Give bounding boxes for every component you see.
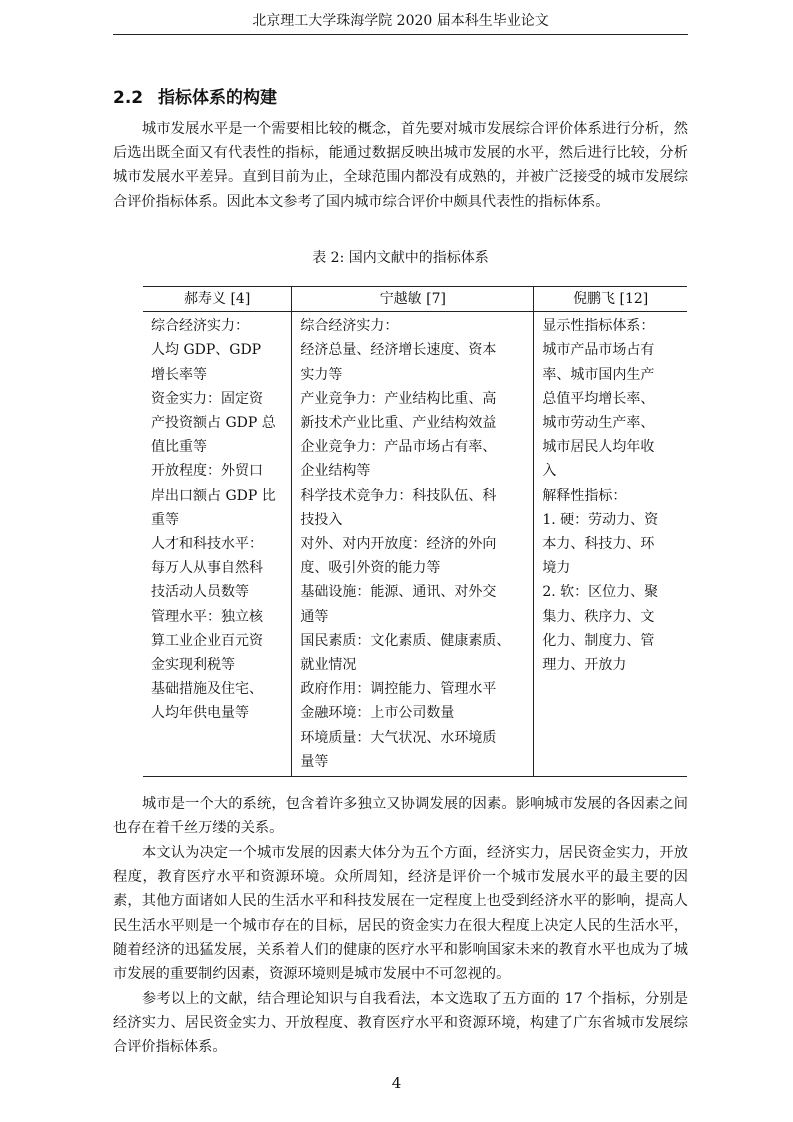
table-caption: 表 2: 国内文献中的指标体系: [312, 250, 489, 266]
table-cell-line: 产业竞争力：产业结构比重、高: [300, 390, 497, 407]
table-cell-line: 算工业企业百元资: [151, 632, 263, 649]
table-cell-line: 综合经济实力：: [151, 318, 249, 335]
table-cell-hao: [143, 312, 292, 777]
table-cell-line: 值比重等: [151, 439, 207, 456]
paragraph-indicators: 参考以上的文献，结合理论知识与自我看法，本文选取了五方面的 17 个指标，分别是经济实力、居民资金实力、开放程度、教育医疗水平和资源环境，构建了广东省城市发展综合评价指标体系。: [113, 991, 688, 1056]
section-number: 2.2: [113, 88, 144, 108]
table-cell-line: 人均 GDP、GDP: [151, 342, 262, 359]
table-cell-line: 1. 硬：劳动力、资: [542, 511, 659, 528]
table-cell-line: 人才和科技水平：: [151, 536, 263, 553]
table-cell-line: 新技术产业比重、产业结构效益: [300, 415, 497, 432]
table-cell-line: 资金实力：固定资: [151, 390, 263, 407]
table-cell-line: 集力、秩序力、文: [542, 608, 655, 625]
paragraph-intro: 城市发展水平是一个需要相比较的概念，首先要对城市发展综合评价体系进行分析，然后选出既全面又有代表性的指标，能通过数据反映出城市发展的水平，然后进行比较，分析城市发展水平差异。直到目前为止，全球范围内都没有成熟的，并被广泛接受的城市发展综合评价指标体系。因此本文参考了国内城市综合评价中颇具代表性的指标体系。: [113, 121, 688, 210]
table-cell-line: 化力、制度力、管: [542, 632, 655, 649]
table-cell-line: 本力、科技力、环: [542, 536, 655, 553]
table-cell-line: 每万人从事自然科: [151, 560, 263, 577]
table-header-cell: 郝寿义 [4]: [143, 287, 292, 312]
table-cell-line: 入: [542, 463, 557, 480]
table-cell-line: 显示性指标体系：: [542, 318, 655, 335]
table-cell-line: 解释性指标：: [542, 487, 627, 504]
indicator-table: [143, 286, 687, 777]
table-header-row: [143, 287, 687, 312]
table-cell-line: 岸出口额占 GDP 比: [151, 487, 276, 504]
table-cell-line: 企业结构等: [300, 463, 371, 480]
table-cell-line: 金融环境：上市公司数量: [300, 705, 455, 722]
table-cell-line: 国民素质：文化素质、健康素质、: [300, 632, 511, 649]
table-cell-line: 技活动人员数等: [151, 584, 249, 601]
running-header: 北京理工大学珠海学院 2020 届本科生毕业论文: [252, 13, 549, 29]
table-cell-line: 理力、开放力: [542, 657, 627, 674]
table-cell-ni: [534, 312, 687, 777]
table-cell-line: 政府作用：调控能力、管理水平: [300, 681, 497, 698]
table-cell-line: 管理水平：独立核: [151, 608, 263, 625]
table-cell-line: 增长率等: [151, 366, 207, 383]
page-number: 4: [391, 1074, 402, 1092]
table-cell-line: 重等: [151, 511, 179, 528]
table-cell-line: 总值平均增长率、: [542, 390, 655, 407]
table-cell-line: 城市居民人均年收: [542, 439, 655, 456]
table-cell-line: 金实现利税等: [151, 657, 235, 674]
table-cell-line: 就业情况: [300, 657, 357, 674]
paragraph-city-system: 城市是一个大的系统，包含着许多独立又协调发展的因素。影响城市发展的各因素之间也存在着千丝万缕的关系。: [113, 796, 688, 837]
table-cell-line: 产投资额占 GDP 总: [151, 415, 276, 432]
table-cell-line: 对外、对内开放度：经济的外向: [300, 536, 497, 553]
table-cell-line: 实力等: [300, 366, 343, 383]
table-cell-line: 度、吸引外资的能力等: [300, 560, 441, 577]
table-cell-line: 基础措施及住宅、: [151, 681, 263, 698]
table-cell-line: 城市劳动生产率、: [542, 415, 655, 432]
table-cell-line: 城市产品市场占有: [542, 342, 655, 359]
table-cell-line: 2. 软：区位力、聚: [542, 584, 659, 601]
table-cell-line: 量等: [300, 753, 329, 770]
table-cell-line: 综合经济实力：: [300, 318, 399, 335]
table-cell-line: 科学技术竞争力：科技队伍、科: [300, 487, 497, 504]
paragraph-factors: 本文认为决定一个城市发展的因素大体分为五个方面，经济实力，居民资金实力，开放程度，教育医疗水平和资源环境。众所周知，经济是评价一个城市发展水平的最主要的因素，其他方面诸如人民的生活水平和科技发展在一定程度上也受到经济水平的影响，提高人民生活水平则是一个城市存在的目标，居民的资金实力在很大程度上决定人民的生活水平，随着经济的迅猛发展，关系着人们的健康的医疗水平和影响国家未来的教育水平也成为了城市发展的重要制约因素，资源环境则是城市发展中不可忽视的。: [113, 845, 688, 983]
table-cell-line: 率、城市国内生产: [542, 366, 655, 383]
table-header-cell: 宁越敏 [7]: [292, 287, 534, 312]
table-cell-line: 通等: [300, 608, 329, 625]
table-cell-line: 人均年供电量等: [151, 705, 249, 722]
table-cell-line: 环境质量：大气状况、水环境质: [300, 729, 497, 746]
table-cell-line: 企业竞争力：产品市场占有率、: [300, 439, 497, 456]
table-cell-line: 经济总量、经济增长速度、资本: [300, 342, 497, 359]
table-cell-ning: [292, 312, 534, 777]
table-header-cell: 倪鹏飞 [12]: [534, 287, 687, 312]
table-cell-line: 技投入: [300, 511, 343, 528]
table-cell-line: 基础设施：能源、通讯、对外交: [300, 584, 497, 601]
section-title: 指标体系的构建: [158, 88, 277, 108]
table-cell-line: 境力: [542, 560, 571, 577]
table-cell-line: 开放程度：外贸口: [151, 463, 263, 480]
table-row: [143, 312, 687, 777]
header-rule: [113, 34, 688, 35]
section-heading: [113, 83, 277, 108]
